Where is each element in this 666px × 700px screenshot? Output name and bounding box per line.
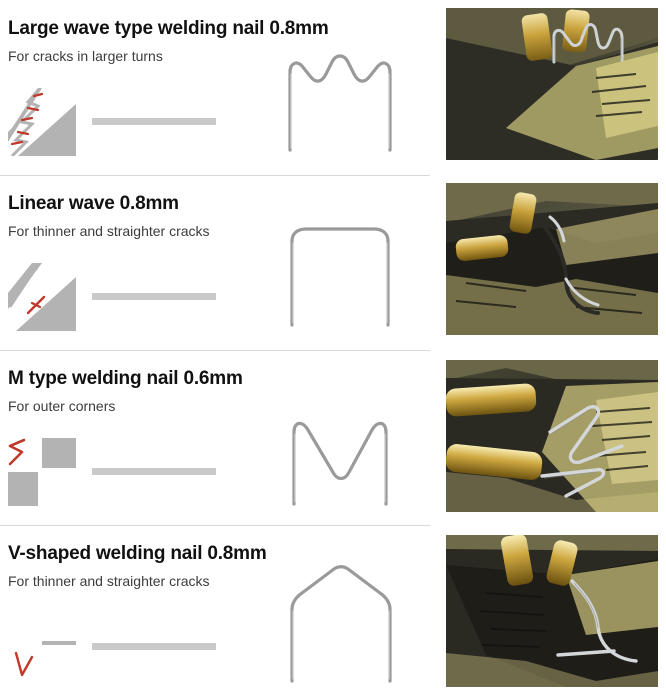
linear-wave-staple-icon [250,205,425,335]
measure-bar [92,468,216,475]
product-title: Linear wave 0.8mm [8,193,179,214]
product-row [0,0,666,175]
product-subtitle: For thinner and straighter cracks [8,573,210,589]
product-info [0,175,430,350]
product-row [0,350,666,525]
product-info [0,0,430,175]
product-subtitle: For cracks in larger turns [8,48,163,64]
product-subtitle: For thinner and straighter cracks [8,223,210,239]
v-shaped-staple-icon [250,555,425,685]
measure-bar [92,118,216,125]
m-type-staple-icon [250,380,425,510]
product-row [0,175,666,350]
measure-bar [92,293,216,300]
product-row [0,525,666,700]
product-title: Large wave type welding nail 0.8mm [8,18,329,39]
product-title: V-shaped welding nail 0.8mm [8,543,267,564]
product-info [0,350,430,525]
welding-staple-photo [446,535,658,687]
welding-staple-photo [446,183,658,335]
product-title: M type welding nail 0.6mm [8,368,243,389]
product-info [0,525,430,700]
measure-bar [92,643,216,650]
large-wave-staple-icon [250,30,425,160]
product-subtitle: For outer corners [8,398,116,414]
welding-staple-photo [446,8,658,160]
corner-crack-icon [8,438,76,506]
straight-crack-icon [8,263,76,331]
welding-staple-photo [446,360,658,512]
corner-v-crack-icon [8,613,76,681]
jagged-crack-icon [8,88,76,156]
